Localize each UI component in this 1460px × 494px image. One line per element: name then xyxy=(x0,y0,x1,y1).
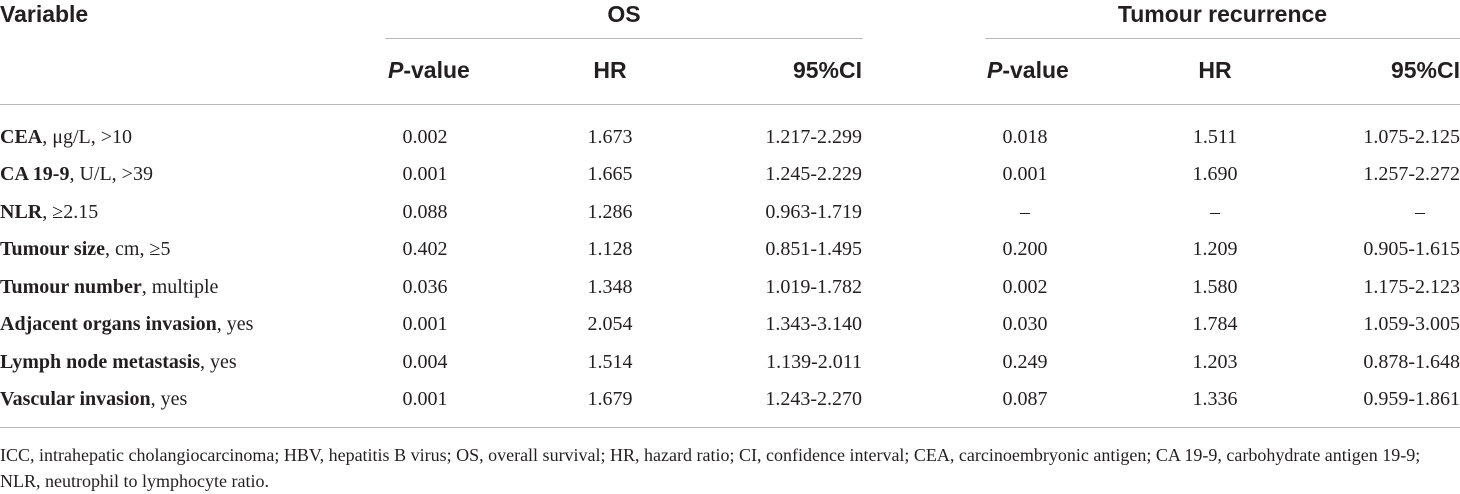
recurrence-hr-header: HR xyxy=(1198,57,1232,83)
recurrence-hr-value: 1.209 xyxy=(1192,238,1238,260)
os-hr-value: 1.679 xyxy=(587,388,633,410)
os-p-value: 0.001 xyxy=(402,163,448,185)
recurrence-p-value: – xyxy=(1020,201,1030,223)
recurrence-hr-value: 1.336 xyxy=(1192,388,1238,410)
recurrence-ci-value: 0.878-1.648 xyxy=(1363,351,1460,373)
os-ci-value: 0.963-1.719 xyxy=(765,201,862,223)
os-p-value: 0.001 xyxy=(402,313,448,335)
recurrence-p-value: 0.002 xyxy=(1002,276,1048,298)
variable-header: Variable xyxy=(0,1,89,27)
row-variable: Lymph node metastasis, yes xyxy=(0,351,237,373)
os-hr-value: 1.128 xyxy=(587,238,633,260)
os-hr-value: 1.286 xyxy=(587,201,633,223)
os-p-value: 0.088 xyxy=(402,201,448,223)
recurrence-hr-value: 1.511 xyxy=(1192,126,1238,148)
recurrence-p-value: 0.087 xyxy=(1002,388,1048,410)
recurrence-ci-header: 95%CI xyxy=(1390,57,1460,83)
os-group-rule xyxy=(385,38,863,39)
os-ci-value: 1.245-2.229 xyxy=(765,163,862,185)
os-p-value: 0.402 xyxy=(402,238,448,260)
os-hr-value: 1.514 xyxy=(587,351,633,373)
os-p-value: 0.036 xyxy=(402,276,448,298)
os-p-value: 0.001 xyxy=(402,388,448,410)
recurrence-hr-value: 1.690 xyxy=(1192,163,1238,185)
os-hr-header: HR xyxy=(593,57,627,83)
os-ci-header: 95%CI xyxy=(792,57,862,83)
recurrence-ci-value: 1.075-2.125 xyxy=(1363,126,1460,148)
os-hr-value: 1.673 xyxy=(587,126,633,148)
recurrence-ci-value: 1.059-3.005 xyxy=(1363,313,1460,335)
recurrence-hr-value: 1.580 xyxy=(1192,276,1238,298)
os-ci-value: 1.343-3.140 xyxy=(765,313,862,335)
os-ci-value: 1.139-2.011 xyxy=(766,351,862,373)
recurrence-ci-value: 1.175-2.123 xyxy=(1363,276,1460,298)
os-hr-value: 2.054 xyxy=(587,313,633,335)
header-rule xyxy=(0,104,1460,105)
recurrence-p-value: 0.018 xyxy=(1002,126,1048,148)
os-p-value: 0.004 xyxy=(402,351,448,373)
os-ci-value: 1.019-1.782 xyxy=(765,276,862,298)
recurrence-p-value: 0.030 xyxy=(1002,313,1048,335)
row-variable: Tumour size, cm, ≥5 xyxy=(0,238,171,260)
row-variable: Tumour number, multiple xyxy=(0,276,219,298)
table-bottom-rule xyxy=(0,427,1460,428)
os-ci-value: 0.851-1.495 xyxy=(765,238,862,260)
recurrence-hr-value: 1.784 xyxy=(1192,313,1238,335)
recurrence-p-value: 0.001 xyxy=(1002,163,1048,185)
recurrence-pvalue-header: P-value xyxy=(987,57,1069,83)
os-pvalue-header: P-value xyxy=(388,57,470,83)
os-hr-value: 1.348 xyxy=(587,276,633,298)
os-ci-value: 1.243-2.270 xyxy=(765,388,862,410)
recurrence-ci-value: 1.257-2.272 xyxy=(1363,163,1460,185)
recurrence-hr-value: 1.203 xyxy=(1192,351,1238,373)
os-group-header: OS xyxy=(607,1,641,27)
row-variable: CA 19-9, U/L, >39 xyxy=(0,163,153,185)
os-hr-value: 1.665 xyxy=(587,163,633,185)
recurrence-p-value: 0.249 xyxy=(1002,351,1048,373)
row-variable: Vascular invasion, yes xyxy=(0,388,188,410)
recurrence-ci-value: – xyxy=(1415,201,1425,223)
row-variable: CEA, μg/L, >10 xyxy=(0,126,133,148)
recurrence-ci-value: 0.905-1.615 xyxy=(1363,238,1460,260)
os-ci-value: 1.217-2.299 xyxy=(765,126,862,148)
row-variable: NLR, ≥2.15 xyxy=(0,201,99,223)
table-footnote: ICC, intrahepatic cholangiocarcinoma; HBV, hepatitis B virus; OS, overall survival; HR, hazard ratio; CI, confidence interval; CEA, carcinoembryonic antigen; CA 19-9, carbohydrate antigen 19-9; NLR, neutrophil to lymphocyte ratio. xyxy=(0,445,1421,491)
row-variable: Adjacent organs invasion, yes xyxy=(0,313,254,335)
recurrence-ci-value: 0.959-1.861 xyxy=(1363,388,1460,410)
os-p-value: 0.002 xyxy=(402,126,448,148)
recurrence-group-header: Tumour recurrence xyxy=(1117,1,1328,27)
recurrence-group-rule xyxy=(985,38,1460,39)
recurrence-p-value: 0.200 xyxy=(1002,238,1048,260)
recurrence-hr-value: – xyxy=(1210,201,1220,223)
